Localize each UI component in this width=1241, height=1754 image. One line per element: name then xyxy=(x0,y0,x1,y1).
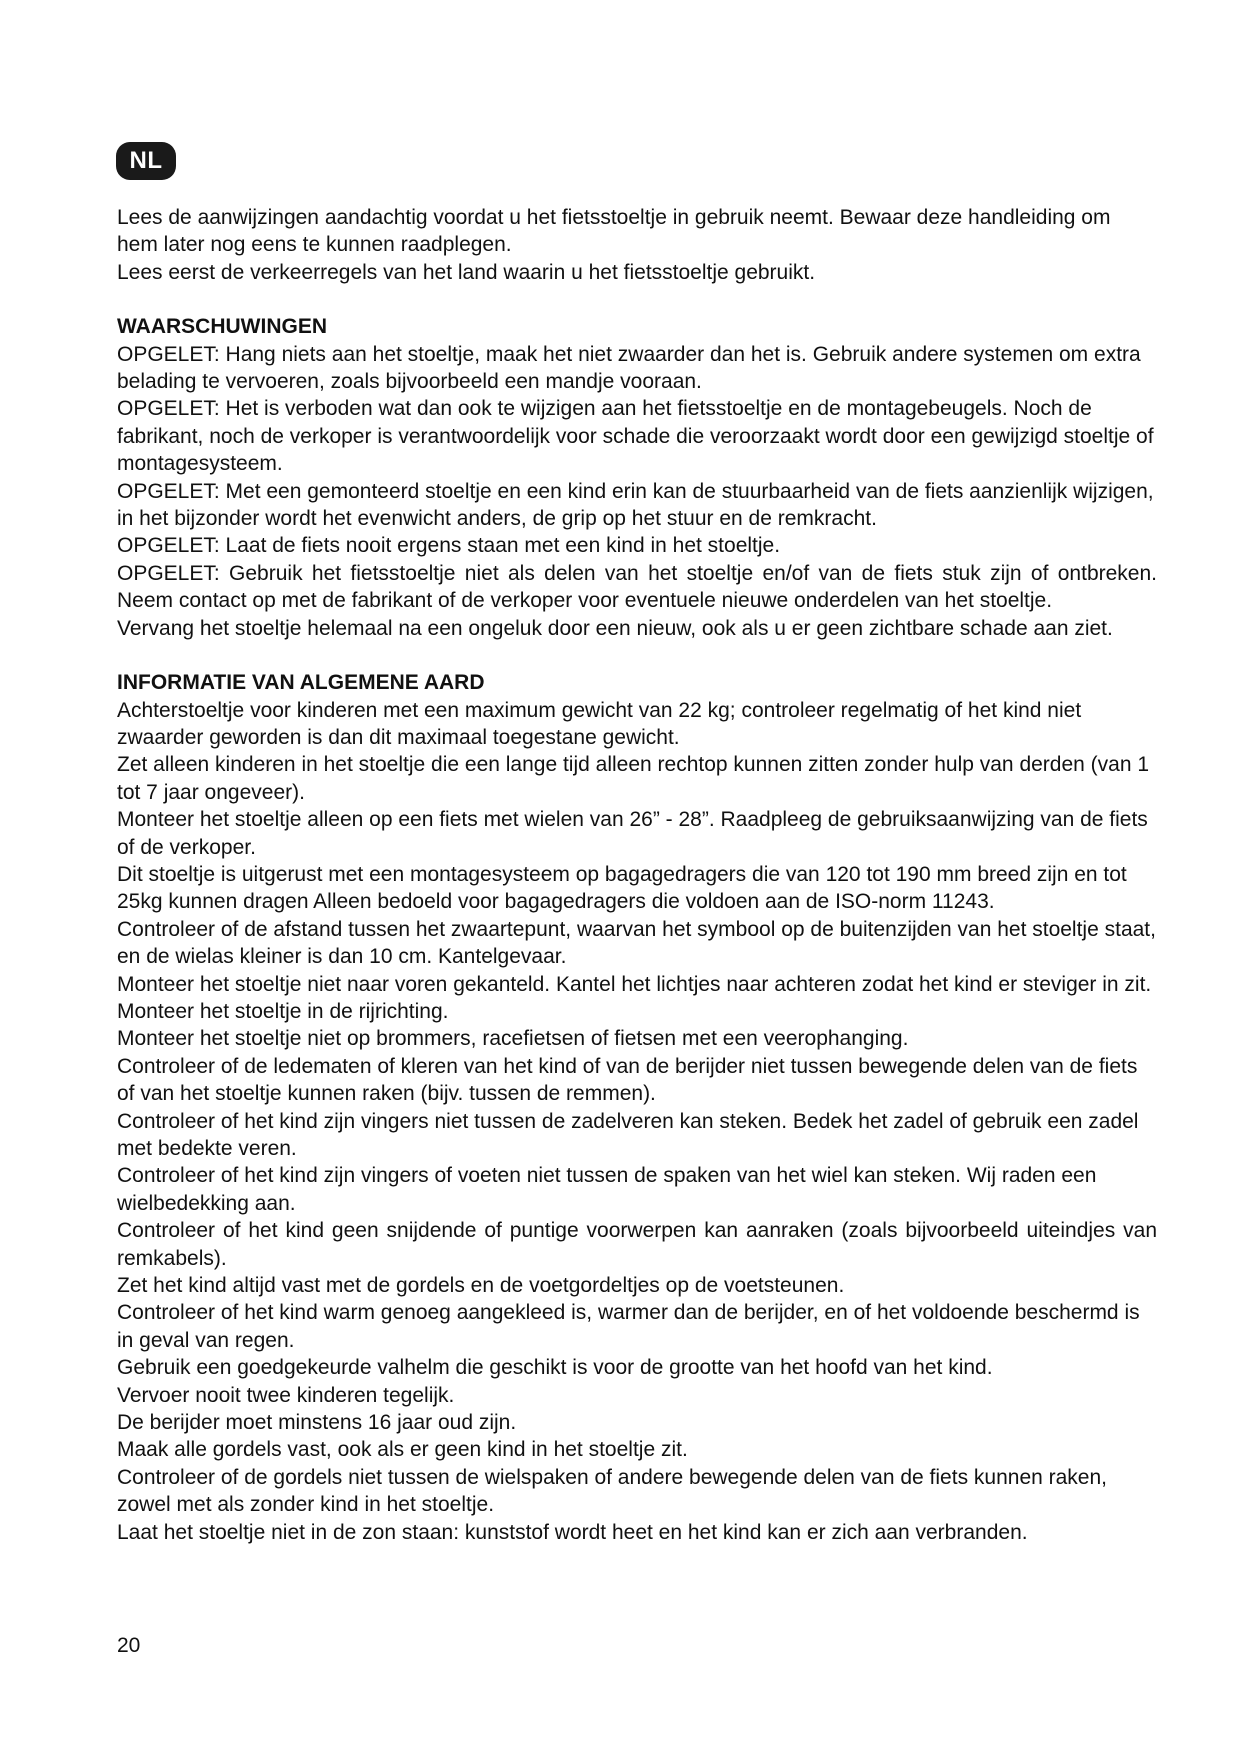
warnings-section xyxy=(117,313,1157,642)
info-paragraph: Controleer of het kind warm genoeg aangekleed is, warmer dan de berijder, en of het voldoende beschermd is in geval van regen. xyxy=(117,1301,1140,1352)
info-paragraph: Gebruik een goedgekeurde valhelm die geschikt is voor de grootte van het hoofd van het kind. xyxy=(117,1356,993,1380)
info-paragraph: Zet het kind altijd vast met de gordels en de voetgordeltjes op de voetsteunen. xyxy=(117,1274,845,1298)
warning-paragraph: OPGELET: Het is verboden wat dan ook te wijzigen aan het fietsstoeltje en de montagebeugels. Noch de fabrikant, noch de verkoper is verantwoordelijk voor schade die veroorzaakt wordt door een gewijzigd stoeltje of montagesysteem. xyxy=(117,397,1154,476)
info-paragraph: Monteer het stoeltje alleen op een fiets met wielen van 26” - 28”. Raadpleeg de gebruiksaanwijzing van de fiets of de verkoper. xyxy=(117,808,1148,859)
info-paragraph: Zet alleen kinderen in het stoeltje die een lange tijd alleen rechtop kunnen zitten zonder hulp van derden (van 1 tot 7 jaar ongeveer). xyxy=(117,753,1150,804)
intro-section xyxy=(117,204,1157,286)
warning-paragraph: OPGELET: Hang niets aan het stoeltje, maak het niet zwaarder dan het is. Gebruik andere systemen om extra belading te vervoeren, zoals bijvoorbeeld een mandje vooraan. xyxy=(117,342,1141,394)
warning-paragraph: OPGELET: Gebruik het fietsstoeltje niet als delen van het stoeltje en/of van de fiets stuk zijn of ontbreken. Neem contact op met de fabrikant of de verkoper voor eventuele nieuwe onderdelen van het stoeltje. xyxy=(117,561,1157,613)
info-paragraph: Controleer of de afstand tussen het zwaartepunt, waarvan het symbool op de buitenzijden van het stoeltje staat, en de wielas kleiner is dan 10 cm. Kantelgevaar. xyxy=(117,917,1156,969)
info-paragraph: De berijder moet minstens 16 jaar oud zijn. xyxy=(117,1411,517,1435)
info-paragraph: Monteer het stoeltje niet naar voren gekanteld. Kantel het lichtjes naar achteren zodat het kind er steviger in zit. xyxy=(117,972,1152,996)
info-paragraph: Controleer of het kind geen snijdende of puntige voorwerpen kan aanraken (zoals bijvoorbeeld uiteindjes van remkabels). xyxy=(117,1219,1157,1270)
info-paragraph: Dit stoeltje is uitgerust met een montagesysteem op bagagedragers die van 120 tot 190 mm breed zijn en tot 25kg kunnen dragen Alleen bedoeld voor bagagedragers die voldoen aan de ISO-norm 11243. xyxy=(117,862,1127,914)
general-info-section xyxy=(117,669,1157,1546)
info-paragraph: Monteer het stoeltje niet op brommers, racefietsen of fietsen met een veerophanging. xyxy=(117,1027,909,1051)
info-paragraph: Controleer of de gordels niet tussen de wielspaken of andere bewegende delen van de fiets kunnen raken, zowel met als zonder kind in het stoeltje. xyxy=(117,1465,1108,1517)
info-paragraph: Vervoer nooit twee kinderen tegelijk. xyxy=(117,1383,455,1407)
page-number: 20 xyxy=(117,1634,141,1657)
intro-paragraph: Lees eerst de verkeerregels van het land waarin u het fietsstoeltje gebruikt. xyxy=(117,260,816,284)
general-info-heading: INFORMATIE VAN ALGEMENE AARD xyxy=(117,671,485,695)
info-paragraph: Controleer of de ledematen of kleren van het kind of van de berijder niet tussen bewegende delen van de fiets of van het stoeltje kunnen raken (bijv. tussen de remmen). xyxy=(117,1054,1138,1106)
info-paragraph: Monteer het stoeltje in de rijrichting. xyxy=(117,999,449,1023)
warnings-heading: WAARSCHUWINGEN xyxy=(117,315,327,339)
intro-paragraph: Lees de aanwijzingen aandachtig voordat u het fietsstoeltje in gebruik neemt. Bewaar deze handleiding om hem later nog eens te kunnen raadplegen. xyxy=(117,206,1111,257)
language-badge: NL xyxy=(116,142,176,180)
warning-paragraph: OPGELET: Laat de fiets nooit ergens staan met een kind in het stoeltje. xyxy=(117,534,781,558)
info-paragraph: Controleer of het kind zijn vingers of voeten niet tussen de spaken van het wiel kan steken. Wij raden een wielbedekking aan. xyxy=(117,1164,1097,1215)
warning-paragraph: Vervang het stoeltje helemaal na een ongeluk door een nieuw, ook als u er geen zichtbare schade aan ziet. xyxy=(117,616,1113,640)
warning-paragraph: OPGELET: Met een gemonteerd stoeltje en een kind erin kan de stuurbaarheid van de fiets aanzienlijk wijzigen, in het bijzonder wordt het evenwicht anders, de grip op het stuur en de remkracht. xyxy=(117,479,1154,531)
manual-content xyxy=(117,204,1157,1573)
info-paragraph: Maak alle gordels vast, ook als er geen kind in het stoeltje zit. xyxy=(117,1438,688,1462)
info-paragraph: Achterstoeltje voor kinderen met een maximum gewicht van 22 kg; controleer regelmatig of het kind niet zwaarder geworden is dan dit maximaal toegestane gewicht. xyxy=(117,698,1082,749)
info-paragraph: Controleer of het kind zijn vingers niet tussen de zadelveren kan steken. Bedek het zadel of gebruik een zadel met bedekte veren. xyxy=(117,1109,1139,1160)
info-paragraph: Laat het stoeltje niet in de zon staan: kunststof wordt heet en het kind kan er zich aan verbranden. xyxy=(117,1520,1028,1544)
